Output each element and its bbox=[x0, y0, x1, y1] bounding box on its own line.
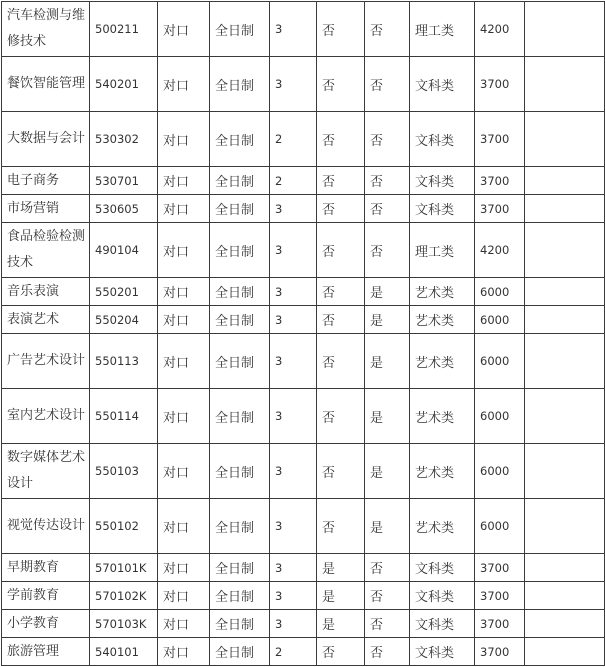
flag-cell-a: 否 bbox=[317, 499, 365, 554]
major-name-cell: 早期教育 bbox=[2, 554, 90, 582]
major-code-cell: 550114 bbox=[90, 389, 158, 444]
major-name-cell: 视觉传达设计 bbox=[2, 499, 90, 554]
fee-cell: 3700 bbox=[475, 167, 525, 195]
category-cell: 艺术类 bbox=[410, 499, 475, 554]
flag-cell-b: 是 bbox=[365, 278, 410, 306]
major-code-cell: 530302 bbox=[90, 112, 158, 167]
duration-cell: 2 bbox=[270, 112, 317, 167]
fee-cell: 3700 bbox=[475, 57, 525, 112]
study-mode-cell: 全日制 bbox=[210, 306, 270, 334]
category-cell: 文科类 bbox=[410, 57, 475, 112]
flag-cell-b: 否 bbox=[365, 167, 410, 195]
fee-cell: 6000 bbox=[475, 278, 525, 306]
table-row bbox=[2, 389, 605, 444]
extra-cell bbox=[525, 195, 605, 223]
fee-cell: 6000 bbox=[475, 306, 525, 334]
fee-cell: 6000 bbox=[475, 444, 525, 499]
major-code-cell: 530701 bbox=[90, 167, 158, 195]
table-row bbox=[2, 195, 605, 223]
major-code-cell: 570102K bbox=[90, 582, 158, 610]
flag-cell-a: 否 bbox=[317, 334, 365, 389]
major-code-cell: 550113 bbox=[90, 334, 158, 389]
fee-cell: 4200 bbox=[475, 2, 525, 57]
table-body bbox=[2, 2, 605, 666]
major-name-cell: 大数据与会计 bbox=[2, 112, 90, 167]
table-row bbox=[2, 444, 605, 499]
admission-type-cell: 对口 bbox=[158, 2, 210, 57]
extra-cell bbox=[525, 499, 605, 554]
fee-cell: 3700 bbox=[475, 112, 525, 167]
category-cell: 文科类 bbox=[410, 112, 475, 167]
table-row bbox=[2, 499, 605, 554]
flag-cell-b: 否 bbox=[365, 195, 410, 223]
major-name-cell: 音乐表演 bbox=[2, 278, 90, 306]
admission-type-cell: 对口 bbox=[158, 554, 210, 582]
flag-cell-b: 否 bbox=[365, 638, 410, 666]
duration-cell: 3 bbox=[270, 444, 317, 499]
study-mode-cell: 全日制 bbox=[210, 582, 270, 610]
study-mode-cell: 全日制 bbox=[210, 610, 270, 638]
table-row bbox=[2, 306, 605, 334]
duration-cell: 3 bbox=[270, 2, 317, 57]
fee-cell: 3700 bbox=[475, 554, 525, 582]
admission-type-cell: 对口 bbox=[158, 444, 210, 499]
category-cell: 艺术类 bbox=[410, 389, 475, 444]
category-cell: 文科类 bbox=[410, 554, 475, 582]
table-row bbox=[2, 223, 605, 278]
admission-type-cell: 对口 bbox=[158, 499, 210, 554]
duration-cell: 3 bbox=[270, 306, 317, 334]
extra-cell bbox=[525, 638, 605, 666]
flag-cell-a: 否 bbox=[317, 306, 365, 334]
study-mode-cell: 全日制 bbox=[210, 57, 270, 112]
extra-cell bbox=[525, 57, 605, 112]
extra-cell bbox=[525, 554, 605, 582]
flag-cell-b: 否 bbox=[365, 610, 410, 638]
extra-cell bbox=[525, 278, 605, 306]
flag-cell-a: 否 bbox=[317, 2, 365, 57]
table-row bbox=[2, 554, 605, 582]
duration-cell: 3 bbox=[270, 57, 317, 112]
flag-cell-b: 否 bbox=[365, 57, 410, 112]
duration-cell: 2 bbox=[270, 167, 317, 195]
major-code-cell: 490104 bbox=[90, 223, 158, 278]
fee-cell: 6000 bbox=[475, 499, 525, 554]
fee-cell: 3700 bbox=[475, 638, 525, 666]
duration-cell: 3 bbox=[270, 278, 317, 306]
extra-cell bbox=[525, 112, 605, 167]
table-row bbox=[2, 2, 605, 57]
major-code-cell: 530605 bbox=[90, 195, 158, 223]
major-name-cell: 表演艺术 bbox=[2, 306, 90, 334]
flag-cell-b: 是 bbox=[365, 444, 410, 499]
category-cell: 文科类 bbox=[410, 195, 475, 223]
duration-cell: 3 bbox=[270, 195, 317, 223]
extra-cell bbox=[525, 444, 605, 499]
major-code-cell: 550102 bbox=[90, 499, 158, 554]
flag-cell-b: 是 bbox=[365, 499, 410, 554]
flag-cell-a: 否 bbox=[317, 638, 365, 666]
major-name-cell: 数字媒体艺术设计 bbox=[2, 444, 90, 499]
category-cell: 艺术类 bbox=[410, 306, 475, 334]
flag-cell-b: 是 bbox=[365, 389, 410, 444]
major-name-cell: 小学教育 bbox=[2, 610, 90, 638]
extra-cell bbox=[525, 582, 605, 610]
major-code-cell: 570103K bbox=[90, 610, 158, 638]
flag-cell-b: 是 bbox=[365, 334, 410, 389]
extra-cell bbox=[525, 223, 605, 278]
table-row bbox=[2, 334, 605, 389]
major-name-cell: 学前教育 bbox=[2, 582, 90, 610]
flag-cell-b: 否 bbox=[365, 582, 410, 610]
study-mode-cell: 全日制 bbox=[210, 554, 270, 582]
table-row bbox=[2, 638, 605, 666]
admission-type-cell: 对口 bbox=[158, 278, 210, 306]
extra-cell bbox=[525, 389, 605, 444]
duration-cell: 3 bbox=[270, 499, 317, 554]
flag-cell-b: 否 bbox=[365, 112, 410, 167]
study-mode-cell: 全日制 bbox=[210, 167, 270, 195]
flag-cell-a: 否 bbox=[317, 112, 365, 167]
admission-type-cell: 对口 bbox=[158, 306, 210, 334]
study-mode-cell: 全日制 bbox=[210, 2, 270, 57]
study-mode-cell: 全日制 bbox=[210, 638, 270, 666]
flag-cell-a: 否 bbox=[317, 223, 365, 278]
flag-cell-a: 是 bbox=[317, 582, 365, 610]
extra-cell bbox=[525, 167, 605, 195]
category-cell: 文科类 bbox=[410, 610, 475, 638]
study-mode-cell: 全日制 bbox=[210, 223, 270, 278]
table-row bbox=[2, 610, 605, 638]
major-name-cell: 旅游管理 bbox=[2, 638, 90, 666]
duration-cell: 2 bbox=[270, 638, 317, 666]
table-row bbox=[2, 57, 605, 112]
study-mode-cell: 全日制 bbox=[210, 499, 270, 554]
table-row bbox=[2, 582, 605, 610]
fee-cell: 3700 bbox=[475, 582, 525, 610]
admission-type-cell: 对口 bbox=[158, 167, 210, 195]
study-mode-cell: 全日制 bbox=[210, 334, 270, 389]
major-table bbox=[1, 1, 605, 666]
admission-type-cell: 对口 bbox=[158, 195, 210, 223]
flag-cell-b: 否 bbox=[365, 223, 410, 278]
admission-type-cell: 对口 bbox=[158, 389, 210, 444]
major-code-cell: 570101K bbox=[90, 554, 158, 582]
flag-cell-a: 否 bbox=[317, 278, 365, 306]
category-cell: 艺术类 bbox=[410, 334, 475, 389]
major-name-cell: 汽车检测与维修技术 bbox=[2, 2, 90, 57]
admission-type-cell: 对口 bbox=[158, 112, 210, 167]
admission-type-cell: 对口 bbox=[158, 638, 210, 666]
admission-type-cell: 对口 bbox=[158, 610, 210, 638]
study-mode-cell: 全日制 bbox=[210, 278, 270, 306]
flag-cell-b: 是 bbox=[365, 306, 410, 334]
flag-cell-b: 否 bbox=[365, 2, 410, 57]
major-name-cell: 食品检验检测技术 bbox=[2, 223, 90, 278]
major-code-cell: 540201 bbox=[90, 57, 158, 112]
study-mode-cell: 全日制 bbox=[210, 444, 270, 499]
category-cell: 理工类 bbox=[410, 223, 475, 278]
major-name-cell: 广告艺术设计 bbox=[2, 334, 90, 389]
fee-cell: 6000 bbox=[475, 389, 525, 444]
flag-cell-a: 否 bbox=[317, 389, 365, 444]
flag-cell-a: 否 bbox=[317, 195, 365, 223]
major-code-cell: 540101 bbox=[90, 638, 158, 666]
table-row bbox=[2, 167, 605, 195]
major-code-cell: 550201 bbox=[90, 278, 158, 306]
extra-cell bbox=[525, 334, 605, 389]
duration-cell: 3 bbox=[270, 582, 317, 610]
category-cell: 文科类 bbox=[410, 582, 475, 610]
admission-type-cell: 对口 bbox=[158, 223, 210, 278]
duration-cell: 3 bbox=[270, 223, 317, 278]
extra-cell bbox=[525, 610, 605, 638]
study-mode-cell: 全日制 bbox=[210, 389, 270, 444]
extra-cell bbox=[525, 306, 605, 334]
flag-cell-a: 否 bbox=[317, 444, 365, 499]
extra-cell bbox=[525, 2, 605, 57]
fee-cell: 3700 bbox=[475, 195, 525, 223]
duration-cell: 3 bbox=[270, 334, 317, 389]
flag-cell-a: 是 bbox=[317, 554, 365, 582]
fee-cell: 6000 bbox=[475, 334, 525, 389]
category-cell: 文科类 bbox=[410, 167, 475, 195]
major-name-cell: 室内艺术设计 bbox=[2, 389, 90, 444]
category-cell: 艺术类 bbox=[410, 444, 475, 499]
study-mode-cell: 全日制 bbox=[210, 112, 270, 167]
table-row bbox=[2, 112, 605, 167]
flag-cell-b: 否 bbox=[365, 554, 410, 582]
category-cell: 艺术类 bbox=[410, 278, 475, 306]
major-name-cell: 餐饮智能管理 bbox=[2, 57, 90, 112]
flag-cell-a: 否 bbox=[317, 167, 365, 195]
fee-cell: 3700 bbox=[475, 610, 525, 638]
duration-cell: 3 bbox=[270, 554, 317, 582]
admission-type-cell: 对口 bbox=[158, 582, 210, 610]
major-code-cell: 550103 bbox=[90, 444, 158, 499]
table-row bbox=[2, 278, 605, 306]
duration-cell: 3 bbox=[270, 389, 317, 444]
flag-cell-a: 是 bbox=[317, 610, 365, 638]
major-name-cell: 市场营销 bbox=[2, 195, 90, 223]
category-cell: 文科类 bbox=[410, 638, 475, 666]
admission-type-cell: 对口 bbox=[158, 57, 210, 112]
fee-cell: 4200 bbox=[475, 223, 525, 278]
major-code-cell: 500211 bbox=[90, 2, 158, 57]
admission-type-cell: 对口 bbox=[158, 334, 210, 389]
category-cell: 理工类 bbox=[410, 2, 475, 57]
major-code-cell: 550204 bbox=[90, 306, 158, 334]
study-mode-cell: 全日制 bbox=[210, 195, 270, 223]
major-name-cell: 电子商务 bbox=[2, 167, 90, 195]
flag-cell-a: 否 bbox=[317, 57, 365, 112]
duration-cell: 3 bbox=[270, 610, 317, 638]
